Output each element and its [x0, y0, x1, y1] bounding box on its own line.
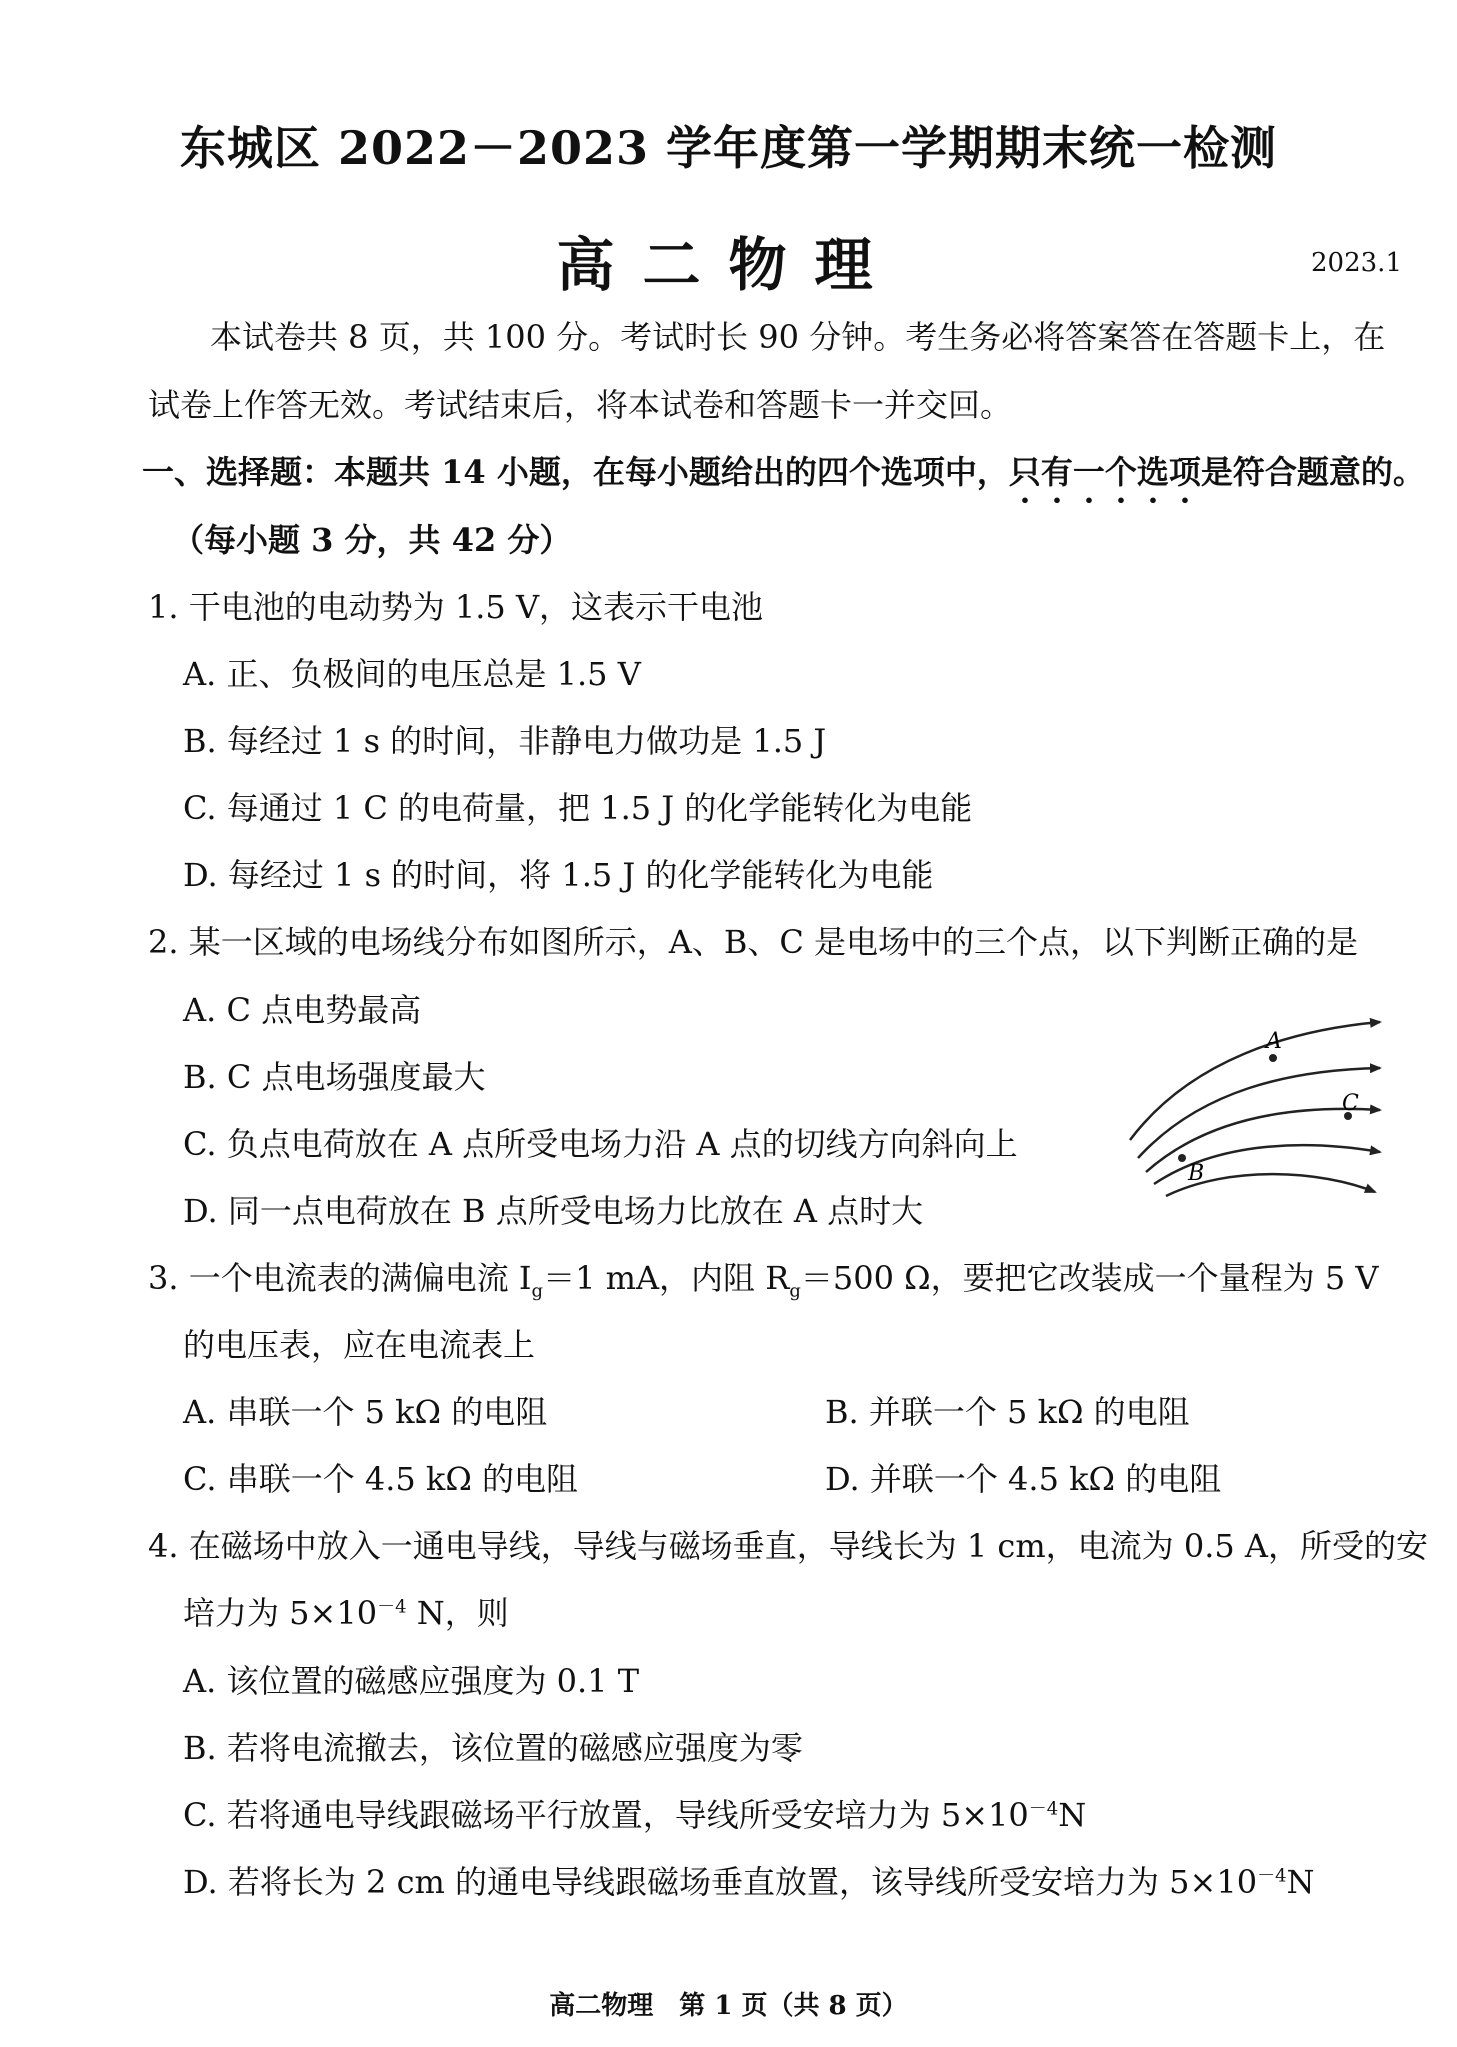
q2-option-b: B. C 点电场强度最大	[183, 1058, 486, 1096]
intro-line-2: 试卷上作答无效。考试结束后，将本试卷和答题卡一并交回。	[148, 386, 1013, 424]
q1-option-c: C. 每通过 1 C 的电荷量，把 1.5 J 的化学能转化为电能	[183, 789, 973, 827]
point-c-label: C	[1342, 1091, 1359, 1116]
point-b-label: B	[1188, 1161, 1205, 1186]
section-heading-part-a: 一、选择题：本题共 14 小题，在每小题给出的四个选项中，	[142, 453, 1009, 491]
q4-option-c-part-a: C. 若将通电导线跟磁场平行放置，导线所受安培力为 5×10	[183, 1796, 1029, 1834]
q2-stem: 2. 某一区域的电场线分布如图所示，A、B、C 是电场中的三个点，以下判断正确的是	[148, 923, 1358, 961]
q3-stem-line-2: 的电压表，应在电流表上	[183, 1326, 536, 1364]
page-footer: 高二物理 第 1 页（共 8 页）	[549, 1991, 908, 2021]
q4-option-a: A. 该位置的磁感应强度为 0.1 T	[183, 1662, 640, 1700]
q3-stem-part-c: ＝500 Ω，要把它改装成一个量程为 5 V	[800, 1259, 1379, 1297]
q3-stem-part-a: 3. 一个电流表的满偏电流 I	[148, 1259, 532, 1297]
exam-title: 东城区 2022－2023 学年度第一学期期末统一检测	[179, 121, 1278, 175]
section-heading-part-c: 是符合题意的。	[1200, 453, 1425, 491]
q4-stem2-exponent: －4	[377, 1596, 407, 1618]
q2-option-a: A. C 点电势最高	[183, 991, 422, 1029]
section-heading	[142, 447, 1425, 510]
q3-option-b: B. 并联一个 5 kΩ 的电阻	[825, 1393, 1190, 1431]
q3-option-c: C. 串联一个 4.5 kΩ 的电阻	[183, 1460, 579, 1498]
point-a-dot	[1269, 1054, 1277, 1062]
q1-option-b: B. 每经过 1 s 的时间，非静电力做功是 1.5 J	[183, 722, 827, 760]
q3-subscript-g1: g	[531, 1280, 544, 1302]
q1-option-d: D. 每经过 1 s 的时间，将 1.5 J 的化学能转化为电能	[183, 856, 934, 894]
q2-option-d: D. 同一点电荷放在 B 点所受电场力比放在 A 点时大	[183, 1192, 924, 1230]
q1-option-a: A. 正、负极间的电压总是 1.5 V	[183, 655, 641, 693]
point-a-label: A	[1266, 1029, 1282, 1054]
q1-stem: 1. 干电池的电动势为 1.5 V，这表示干电池	[148, 588, 764, 626]
electric-field-figure	[1110, 1000, 1410, 1200]
q2-option-c: C. 负点电荷放在 A 点所受电场力沿 A 点的切线方向斜向上	[183, 1125, 1018, 1163]
section-heading-emphasis: 只有一个选项	[1008, 453, 1201, 491]
q3-subscript-g2: g	[789, 1280, 801, 1302]
q4-stem2-part-a: 培力为 5×10	[183, 1594, 378, 1632]
point-b-dot	[1178, 1154, 1186, 1162]
subject-title: 高二物理	[556, 231, 901, 299]
q4-option-c-exponent: －4	[1028, 1798, 1059, 1820]
q4-stem2-part-b: N，则	[406, 1594, 509, 1632]
q4-option-c-part-b: N	[1058, 1796, 1087, 1834]
section-scoring: （每小题 3 分，共 42 分）	[172, 521, 572, 559]
q3-stem-line-1	[148, 1253, 1378, 1301]
q4-stem-line-1: 4. 在磁场中放入一通电导线，导线与磁场垂直，导线长为 1 cm，电流为 0.5 A，所受的安	[148, 1527, 1429, 1565]
q4-stem-line-2	[183, 1588, 509, 1634]
q4-option-d-exponent: －4	[1257, 1865, 1287, 1887]
q3-option-d: D. 并联一个 4.5 kΩ 的电阻	[825, 1460, 1222, 1498]
intro-line-1: 本试卷共 8 页，共 100 分。考试时长 90 分钟。考生务必将答案答在答题卡上，在	[210, 318, 1386, 356]
q3-option-a: A. 串联一个 5 kΩ 的电阻	[183, 1393, 548, 1431]
q4-option-d-part-a: D. 若将长为 2 cm 的通电导线跟磁场垂直放置，该导线所受安培力为 5×10	[183, 1863, 1258, 1901]
q4-option-d	[183, 1857, 1315, 1903]
q4-option-c	[183, 1790, 1086, 1836]
q4-option-b: B. 若将电流撤去，该位置的磁感应强度为零	[183, 1729, 803, 1767]
field-line-1	[1130, 1022, 1380, 1140]
q3-stem-part-b: ＝1 mA，内阻 R	[543, 1259, 790, 1297]
q4-option-d-part-b: N	[1286, 1863, 1315, 1901]
exam-date: 2023.1	[1311, 248, 1402, 278]
